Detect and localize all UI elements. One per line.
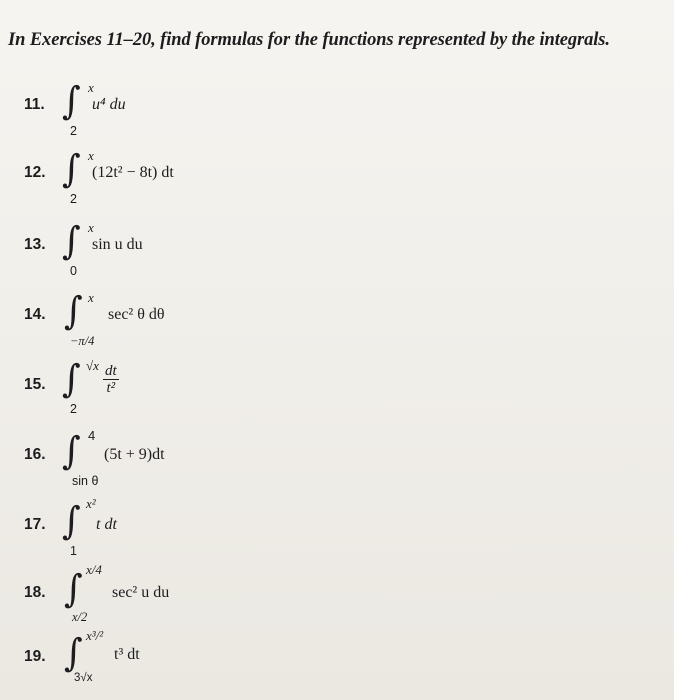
integrand: u⁴ du: [92, 96, 126, 113]
integrand: t dt: [96, 516, 117, 533]
exercise-number: 19.: [24, 648, 46, 665]
integrand: (12t² − 8t) dt: [92, 164, 174, 181]
lower-limit: 0: [70, 264, 77, 278]
exercise-13: [0, 220, 674, 280]
integrand: sec² u du: [112, 584, 170, 601]
exercise-number: 15.: [24, 376, 46, 393]
integral-sign: ∫: [62, 357, 81, 401]
lower-limit: 2: [70, 124, 77, 138]
integral-sign: ∫: [64, 289, 83, 333]
upper-limit: x/4: [86, 562, 102, 577]
upper-limit: x: [88, 148, 94, 163]
lower-limit: 2: [70, 192, 77, 206]
exercise-18: [0, 562, 674, 628]
lower-limit: 1: [70, 544, 77, 558]
lower-limit: 2: [70, 402, 77, 416]
upper-limit: x: [88, 290, 94, 305]
upper-limit: x: [88, 80, 94, 95]
exercise-number: 12.: [24, 164, 46, 181]
fraction-numerator: dt: [105, 363, 117, 379]
integrand: t³ dt: [114, 646, 140, 663]
lower-limit: −π/4: [70, 334, 95, 348]
exercise-instruction: In Exercises 11–20, find formulas for the functions represented by the integrals.: [8, 30, 610, 50]
exercise-12: [0, 148, 674, 208]
exercise-number: 17.: [24, 516, 46, 533]
lower-limit: sin θ: [72, 474, 99, 488]
exercise-11: [0, 80, 674, 140]
exercise-17: [0, 496, 674, 560]
integral-sign: ∫: [62, 147, 81, 191]
integral-sign: ∫: [64, 631, 83, 675]
upper-limit: x: [88, 220, 94, 235]
integrand: (5t + 9)dt: [104, 446, 165, 463]
lower-limit: 3√x: [74, 672, 93, 684]
integral-sign: ∫: [62, 219, 81, 263]
integrand-fraction: [103, 363, 119, 397]
exercise-number: 13.: [24, 236, 46, 253]
upper-limit: x³/²: [86, 628, 104, 643]
exercise-number: 18.: [24, 584, 46, 601]
exercise-19: [0, 628, 674, 696]
integrand: sec² θ dθ: [108, 306, 165, 323]
integral-sign: ∫: [62, 429, 81, 473]
integral-sign: ∫: [62, 79, 81, 123]
integral-sign: ∫: [62, 499, 81, 543]
exercise-number: 11.: [24, 96, 45, 113]
integrand: sin u du: [92, 236, 143, 253]
integral-sign: ∫: [64, 567, 83, 611]
exercise-14: [0, 290, 674, 350]
upper-limit: 4: [88, 428, 96, 443]
exercise-15: [0, 356, 674, 416]
exercise-number: 14.: [24, 306, 46, 323]
upper-limit: x²: [86, 496, 96, 511]
lower-limit: x/2: [72, 610, 88, 624]
fraction-denominator: t²: [106, 380, 116, 396]
exercise-16: [0, 430, 674, 490]
exercise-number: 16.: [24, 446, 46, 463]
upper-limit: √x: [86, 358, 99, 373]
